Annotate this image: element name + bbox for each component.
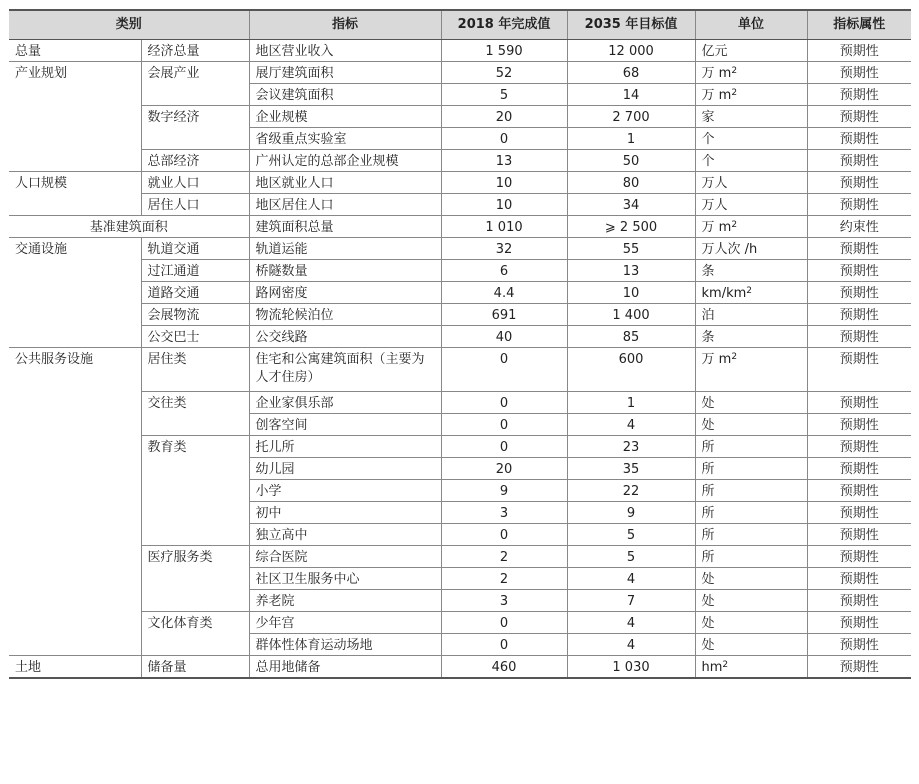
indicator-cell: 住宅和公寓建筑面积（主要为人才住房） (249, 348, 441, 392)
unit-cell (695, 150, 807, 172)
table-row (9, 546, 911, 568)
value-2035-cell: 2 700 (567, 106, 695, 128)
unit-text: 处 (701, 418, 715, 433)
header-category: 类别 (9, 10, 249, 40)
value-2035-cell: 4 (567, 634, 695, 656)
indicator-cell: 总用地储备 (249, 656, 441, 679)
unit-text: 泊 (701, 308, 715, 323)
unit-text: 万 m (701, 352, 732, 367)
unit-superscript: 2 (731, 352, 738, 362)
table-body (9, 40, 911, 679)
subcategory-cell: 文化体育类 (141, 612, 249, 656)
value-2018-cell: 32 (441, 238, 567, 260)
unit-superscript: 2 (746, 286, 753, 296)
indicator-cell: 广州认定的总部企业规模 (249, 150, 441, 172)
value-2035-cell: 1 030 (567, 656, 695, 679)
value-2018-cell: 20 (441, 106, 567, 128)
attribute-cell: 预期性 (807, 260, 911, 282)
unit-cell (695, 590, 807, 612)
table-row (9, 436, 911, 458)
attribute-cell: 预期性 (807, 84, 911, 106)
subcategory-cell: 就业人口 (141, 172, 249, 194)
unit-text: 处 (701, 396, 715, 411)
value-2018-cell: 1 590 (441, 40, 567, 62)
table-row (9, 40, 911, 62)
value-2035-cell: 80 (567, 172, 695, 194)
value-2018-cell: 6 (441, 260, 567, 282)
subcategory-cell: 医疗服务类 (141, 546, 249, 612)
table-row (9, 106, 911, 128)
value-2035-cell: ⩾ 2 500 (567, 216, 695, 238)
value-2018-cell: 1 010 (441, 216, 567, 238)
unit-cell (695, 260, 807, 282)
header-2018-value: 2018 年完成值 (441, 10, 567, 40)
attribute-cell: 预期性 (807, 436, 911, 458)
attribute-cell: 预期性 (807, 150, 911, 172)
value-2035-cell: 5 (567, 524, 695, 546)
value-2018-cell: 3 (441, 590, 567, 612)
attribute-cell: 预期性 (807, 238, 911, 260)
unit-text: 家 (701, 110, 715, 125)
value-2018-cell: 0 (441, 348, 567, 392)
unit-text: 所 (701, 484, 715, 499)
value-2018-cell: 0 (441, 414, 567, 436)
indicator-cell: 地区就业人口 (249, 172, 441, 194)
unit-text: 处 (701, 572, 715, 587)
indicator-cell: 地区营业收入 (249, 40, 441, 62)
table-row (9, 282, 911, 304)
value-2018-cell: 10 (441, 194, 567, 216)
indicator-cell: 幼儿园 (249, 458, 441, 480)
unit-cell (695, 238, 807, 260)
indicator-cell: 轨道运能 (249, 238, 441, 260)
subcategory-cell: 总部经济 (141, 150, 249, 172)
indicator-cell: 群体性体育运动场地 (249, 634, 441, 656)
unit-text: 个 (701, 132, 715, 147)
value-2035-cell: 23 (567, 436, 695, 458)
indicator-cell: 社区卫生服务中心 (249, 568, 441, 590)
table-row (9, 656, 911, 679)
category-cell: 交通设施 (9, 238, 141, 348)
unit-text: 所 (701, 506, 715, 521)
value-2018-cell: 3 (441, 502, 567, 524)
table-row (9, 304, 911, 326)
table-row (9, 612, 911, 634)
indicator-cell: 会议建筑面积 (249, 84, 441, 106)
table-row (9, 392, 911, 414)
unit-cell (695, 458, 807, 480)
attribute-cell: 预期性 (807, 656, 911, 679)
subcategory-cell: 会展产业 (141, 62, 249, 106)
value-2018-cell: 0 (441, 634, 567, 656)
unit-cell (695, 568, 807, 590)
value-2018-cell: 2 (441, 568, 567, 590)
indicator-cell: 少年宫 (249, 612, 441, 634)
unit-text: 万人 (701, 176, 728, 191)
attribute-cell: 预期性 (807, 304, 911, 326)
subcategory-cell: 教育类 (141, 436, 249, 546)
unit-cell (695, 128, 807, 150)
indicator-cell: 综合医院 (249, 546, 441, 568)
indicator-cell: 建筑面积总量 (249, 216, 441, 238)
subcategory-cell: 会展物流 (141, 304, 249, 326)
unit-superscript: 2 (731, 66, 738, 76)
attribute-cell: 预期性 (807, 590, 911, 612)
table-row (9, 172, 911, 194)
value-2035-cell: 1 (567, 392, 695, 414)
value-2035-cell: 85 (567, 326, 695, 348)
subcategory-cell: 居住类 (141, 348, 249, 392)
value-2018-cell: 5 (441, 84, 567, 106)
value-2035-cell: 1 (567, 128, 695, 150)
header-indicator: 指标 (249, 10, 441, 40)
value-2018-cell: 40 (441, 326, 567, 348)
value-2035-cell: 10 (567, 282, 695, 304)
indicator-cell: 小学 (249, 480, 441, 502)
attribute-cell: 预期性 (807, 480, 911, 502)
table-row (9, 194, 911, 216)
value-2035-cell: 4 (567, 568, 695, 590)
attribute-cell: 预期性 (807, 326, 911, 348)
attribute-cell: 预期性 (807, 106, 911, 128)
value-2018-cell: 9 (441, 480, 567, 502)
value-2018-cell: 460 (441, 656, 567, 679)
unit-text: 处 (701, 638, 715, 653)
unit-cell (695, 216, 807, 238)
unit-cell (695, 546, 807, 568)
indicator-cell: 初中 (249, 502, 441, 524)
value-2035-cell: 600 (567, 348, 695, 392)
category-cell: 总量 (9, 40, 141, 62)
value-2035-cell: 12 000 (567, 40, 695, 62)
table-row (9, 326, 911, 348)
unit-cell (695, 304, 807, 326)
table-row (9, 238, 911, 260)
table-row (9, 62, 911, 84)
indicator-cell: 路网密度 (249, 282, 441, 304)
header-unit: 单位 (695, 10, 807, 40)
value-2035-cell: 14 (567, 84, 695, 106)
subcategory-cell: 轨道交通 (141, 238, 249, 260)
unit-text: 个 (701, 154, 715, 169)
indicator-cell: 创客空间 (249, 414, 441, 436)
unit-cell (695, 656, 807, 679)
value-2018-cell: 20 (441, 458, 567, 480)
indicator-cell: 地区居住人口 (249, 194, 441, 216)
subcategory-cell: 储备量 (141, 656, 249, 679)
attribute-cell: 预期性 (807, 634, 911, 656)
value-2018-cell: 2 (441, 546, 567, 568)
header-2035-target: 2035 年目标值 (567, 10, 695, 40)
value-2035-cell: 1 400 (567, 304, 695, 326)
unit-text: 万 m (701, 66, 732, 81)
unit-text: 处 (701, 594, 715, 609)
unit-text: 所 (701, 440, 715, 455)
table-row (9, 348, 911, 392)
unit-cell (695, 524, 807, 546)
category-cell: 土地 (9, 656, 141, 679)
value-2035-cell: 13 (567, 260, 695, 282)
value-2035-cell: 4 (567, 612, 695, 634)
unit-cell (695, 414, 807, 436)
attribute-cell: 预期性 (807, 128, 911, 150)
unit-cell (695, 502, 807, 524)
subcategory-cell: 过江通道 (141, 260, 249, 282)
indicator-cell: 公交线路 (249, 326, 441, 348)
value-2018-cell: 691 (441, 304, 567, 326)
value-2035-cell: 4 (567, 414, 695, 436)
unit-text: 条 (701, 264, 715, 279)
attribute-cell: 预期性 (807, 458, 911, 480)
attribute-cell: 预期性 (807, 392, 911, 414)
indicator-cell: 独立高中 (249, 524, 441, 546)
unit-text: 万 m (701, 88, 732, 103)
unit-text: 处 (701, 616, 715, 631)
category-cell: 产业规划 (9, 62, 141, 172)
unit-text: 条 (701, 330, 715, 345)
value-2018-cell: 0 (441, 436, 567, 458)
unit-text: km/km (701, 286, 747, 301)
indicator-cell: 展厅建筑面积 (249, 62, 441, 84)
attribute-cell: 预期性 (807, 172, 911, 194)
unit-text: 所 (701, 550, 715, 565)
table-row (9, 260, 911, 282)
attribute-cell: 预期性 (807, 62, 911, 84)
attribute-cell: 预期性 (807, 546, 911, 568)
value-2018-cell: 0 (441, 612, 567, 634)
value-2018-cell: 10 (441, 172, 567, 194)
value-2018-cell: 0 (441, 392, 567, 414)
table-row (9, 150, 911, 172)
unit-cell (695, 392, 807, 414)
value-2035-cell: 55 (567, 238, 695, 260)
unit-text: 万 m (701, 220, 732, 235)
unit-cell (695, 40, 807, 62)
subcategory-cell: 公交巴士 (141, 326, 249, 348)
value-2035-cell: 7 (567, 590, 695, 612)
value-2018-cell: 52 (441, 62, 567, 84)
attribute-cell: 预期性 (807, 502, 911, 524)
value-2035-cell: 22 (567, 480, 695, 502)
value-2035-cell: 35 (567, 458, 695, 480)
category-cell: 人口规模 (9, 172, 141, 216)
unit-cell (695, 194, 807, 216)
value-2018-cell: 13 (441, 150, 567, 172)
unit-superscript: 2 (731, 88, 738, 98)
unit-cell (695, 480, 807, 502)
value-2035-cell: 50 (567, 150, 695, 172)
header-attribute: 指标属性 (807, 10, 911, 40)
value-2035-cell: 9 (567, 502, 695, 524)
attribute-cell: 约束性 (807, 216, 911, 238)
unit-cell (695, 62, 807, 84)
unit-cell (695, 436, 807, 458)
unit-text: 所 (701, 528, 715, 543)
subcategory-cell: 道路交通 (141, 282, 249, 304)
value-2018-cell: 4.4 (441, 282, 567, 304)
unit-cell (695, 634, 807, 656)
indicator-cell: 养老院 (249, 590, 441, 612)
unit-text: 亿元 (701, 44, 728, 59)
subcategory-cell: 交往类 (141, 392, 249, 436)
unit-cell (695, 172, 807, 194)
attribute-cell: 预期性 (807, 612, 911, 634)
value-2018-cell: 0 (441, 128, 567, 150)
unit-text: 所 (701, 462, 715, 477)
unit-text: 万人 (701, 198, 728, 213)
attribute-cell: 预期性 (807, 568, 911, 590)
unit-cell (695, 326, 807, 348)
attribute-cell: 预期性 (807, 194, 911, 216)
unit-superscript: 2 (722, 660, 729, 670)
table-row (9, 216, 911, 238)
attribute-cell: 预期性 (807, 40, 911, 62)
indicator-cell: 托儿所 (249, 436, 441, 458)
unit-cell (695, 84, 807, 106)
indicator-cell: 省级重点实验室 (249, 128, 441, 150)
header-row (9, 10, 911, 40)
indicator-cell: 物流轮候泊位 (249, 304, 441, 326)
merged-category-cell: 基准建筑面积 (9, 216, 249, 238)
subcategory-cell: 居住人口 (141, 194, 249, 216)
unit-cell (695, 282, 807, 304)
indicator-cell: 桥隧数量 (249, 260, 441, 282)
unit-superscript: 2 (731, 220, 738, 230)
value-2018-cell: 0 (441, 524, 567, 546)
unit-text: 万人次 /h (701, 242, 758, 257)
indicator-cell: 企业家俱乐部 (249, 392, 441, 414)
unit-cell (695, 106, 807, 128)
indicator-table (9, 9, 911, 679)
subcategory-cell: 数字经济 (141, 106, 249, 150)
unit-text: hm (701, 660, 723, 675)
unit-cell (695, 348, 807, 392)
attribute-cell: 预期性 (807, 282, 911, 304)
unit-cell (695, 612, 807, 634)
value-2035-cell: 34 (567, 194, 695, 216)
value-2035-cell: 68 (567, 62, 695, 84)
category-cell: 公共服务设施 (9, 348, 141, 656)
indicator-cell: 企业规模 (249, 106, 441, 128)
attribute-cell: 预期性 (807, 348, 911, 392)
attribute-cell: 预期性 (807, 524, 911, 546)
value-2035-cell: 5 (567, 546, 695, 568)
subcategory-cell: 经济总量 (141, 40, 249, 62)
attribute-cell: 预期性 (807, 414, 911, 436)
